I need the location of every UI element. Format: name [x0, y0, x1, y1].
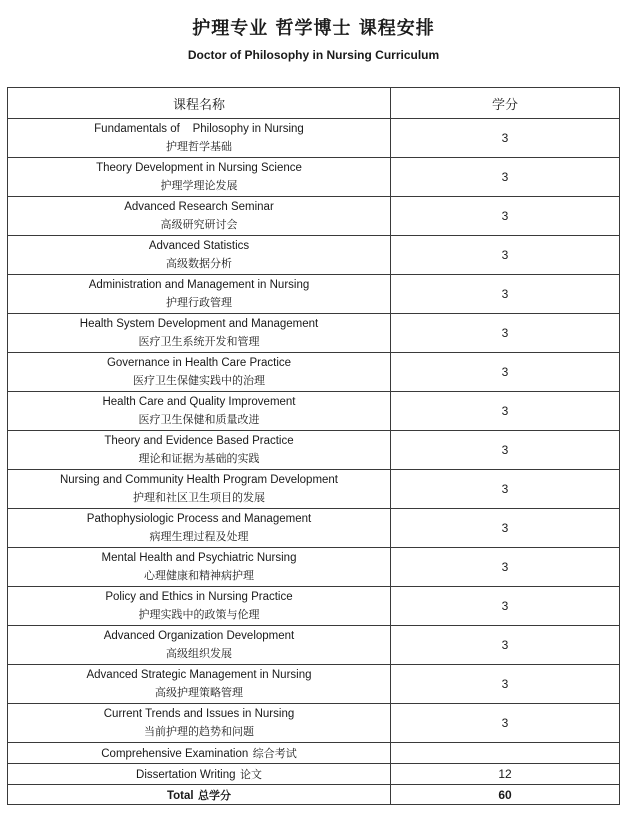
course-name-zh: 护理哲学基础 — [166, 139, 232, 153]
course-name-zh: 当前护理的趋势和问题 — [144, 724, 254, 738]
dissertation-name-zh: 论文 — [239, 768, 262, 781]
course-name-cell — [8, 509, 391, 548]
exam-name-zh: 综合考试 — [252, 747, 297, 760]
course-name-en: Current Trends and Issues in Nursing — [103, 707, 295, 720]
course-name-zh: 医疗卫生保健和质量改进 — [138, 412, 260, 426]
table-row — [8, 431, 620, 470]
course-name-cell — [8, 158, 391, 197]
course-name-en: Theory and Evidence Based Practice — [104, 434, 294, 447]
course-name-zh: 病理生理过程及处理 — [149, 529, 249, 543]
total-label-en: Total — [166, 789, 194, 802]
table-row — [8, 314, 620, 353]
course-name-en: Mental Health and Psychiatric Nursing — [101, 551, 297, 564]
course-name-en: Health Care and Quality Improvement — [102, 395, 296, 408]
course-credits: 3 — [391, 119, 620, 158]
course-credits: 3 — [391, 509, 620, 548]
total-credits: 60 — [391, 785, 620, 805]
course-credits: 3 — [391, 236, 620, 275]
table-row — [8, 626, 620, 665]
table-row — [8, 587, 620, 626]
exam-course-cell — [8, 743, 391, 764]
course-credits: 3 — [391, 665, 620, 704]
course-credits: 3 — [391, 158, 620, 197]
course-credits: 3 — [391, 587, 620, 626]
course-name-cell — [8, 665, 391, 704]
course-name-cell — [8, 431, 391, 470]
dissertation-name-en: Dissertation Writing — [136, 769, 236, 781]
course-name-zh: 心理健康和精神病护理 — [144, 568, 254, 582]
course-name-cell — [8, 314, 391, 353]
course-name-zh: 高级数据分析 — [166, 256, 232, 270]
table-row — [8, 119, 620, 158]
course-name-cell — [8, 353, 391, 392]
course-credits: 3 — [391, 470, 620, 509]
course-name-cell — [8, 197, 391, 236]
exam-row — [8, 743, 620, 764]
course-name-en: Pathophysiologic Process and Management — [86, 512, 312, 525]
course-credits: 3 — [391, 392, 620, 431]
course-name-en: Nursing and Community Health Program Development — [59, 473, 339, 486]
course-name-zh: 理论和证据为基础的实践 — [138, 451, 260, 465]
course-name-en: Advanced Research Seminar — [124, 200, 274, 213]
dissertation-row — [8, 764, 620, 785]
dissertation-course-cell — [8, 764, 391, 785]
course-name-en: Advanced Strategic Management in Nursing — [86, 668, 312, 681]
course-name-en: Theory Development in Nursing Science — [96, 161, 302, 174]
course-name-cell — [8, 548, 391, 587]
course-name-cell — [8, 236, 391, 275]
course-name-zh: 护理学理论发展 — [160, 178, 238, 192]
course-name-cell — [8, 275, 391, 314]
course-name-en: Advanced Organization Development — [103, 629, 295, 642]
course-credits: 3 — [391, 314, 620, 353]
course-name-zh: 医疗卫生保健实践中的治理 — [133, 373, 265, 387]
course-credits: 3 — [391, 431, 620, 470]
course-credits: 3 — [391, 626, 620, 665]
table-row — [8, 665, 620, 704]
course-credits: 3 — [391, 548, 620, 587]
course-name-en: Administration and Management in Nursing — [88, 278, 310, 291]
course-name-cell — [8, 119, 391, 158]
course-name-zh: 医疗卫生系统开发和管理 — [138, 334, 260, 348]
course-name-en: Health System Development and Management — [79, 317, 319, 330]
course-name-en: Governance in Health Care Practice — [106, 356, 292, 369]
course-name-en: Advanced Statistics — [148, 239, 250, 252]
course-name-cell — [8, 704, 391, 743]
course-name-cell — [8, 626, 391, 665]
course-name-en: Fundamentals of Philosophy in Nursing — [94, 122, 304, 135]
course-name-zh: 高级组织发展 — [166, 646, 232, 660]
course-list — [8, 119, 620, 805]
table-row — [8, 236, 620, 275]
course-name-cell — [8, 392, 391, 431]
column-header-course: 课程名称 — [8, 88, 391, 119]
course-name-zh: 护理和社区卫生项目的发展 — [133, 490, 265, 504]
course-name-zh: 高级护理策略管理 — [155, 685, 243, 699]
table-header-row — [8, 88, 620, 119]
table-row — [8, 197, 620, 236]
total-label-zh: 总学分 — [198, 788, 232, 802]
course-name-cell — [8, 470, 391, 509]
total-label-cell — [8, 785, 391, 805]
course-name-cell — [8, 587, 391, 626]
exam-name-en: Comprehensive Examination — [101, 748, 249, 760]
table-row — [8, 353, 620, 392]
curriculum-table — [7, 87, 620, 805]
course-name-en: Policy and Ethics in Nursing Practice — [105, 590, 293, 603]
table-row — [8, 275, 620, 314]
table-row — [8, 158, 620, 197]
course-name-zh: 护理实践中的政策与伦理 — [138, 607, 260, 621]
column-header-credits: 学分 — [391, 88, 620, 119]
table-row — [8, 392, 620, 431]
course-credits: 3 — [391, 275, 620, 314]
table-row — [8, 470, 620, 509]
course-name-zh: 高级研究研讨会 — [160, 217, 238, 231]
table-row — [8, 509, 620, 548]
course-name-zh: 护理行政管理 — [166, 295, 232, 309]
page-subtitle: Doctor of Philosophy in Nursing Curriculum — [187, 48, 440, 62]
exam-credits — [391, 743, 620, 764]
dissertation-credits: 12 — [391, 764, 620, 785]
table-row — [8, 548, 620, 587]
course-credits: 3 — [391, 353, 620, 392]
course-credits: 3 — [391, 197, 620, 236]
page-title: 护理专业 哲学博士 课程安排 — [192, 18, 435, 39]
total-row — [8, 785, 620, 805]
table-row — [8, 704, 620, 743]
course-credits: 3 — [391, 704, 620, 743]
